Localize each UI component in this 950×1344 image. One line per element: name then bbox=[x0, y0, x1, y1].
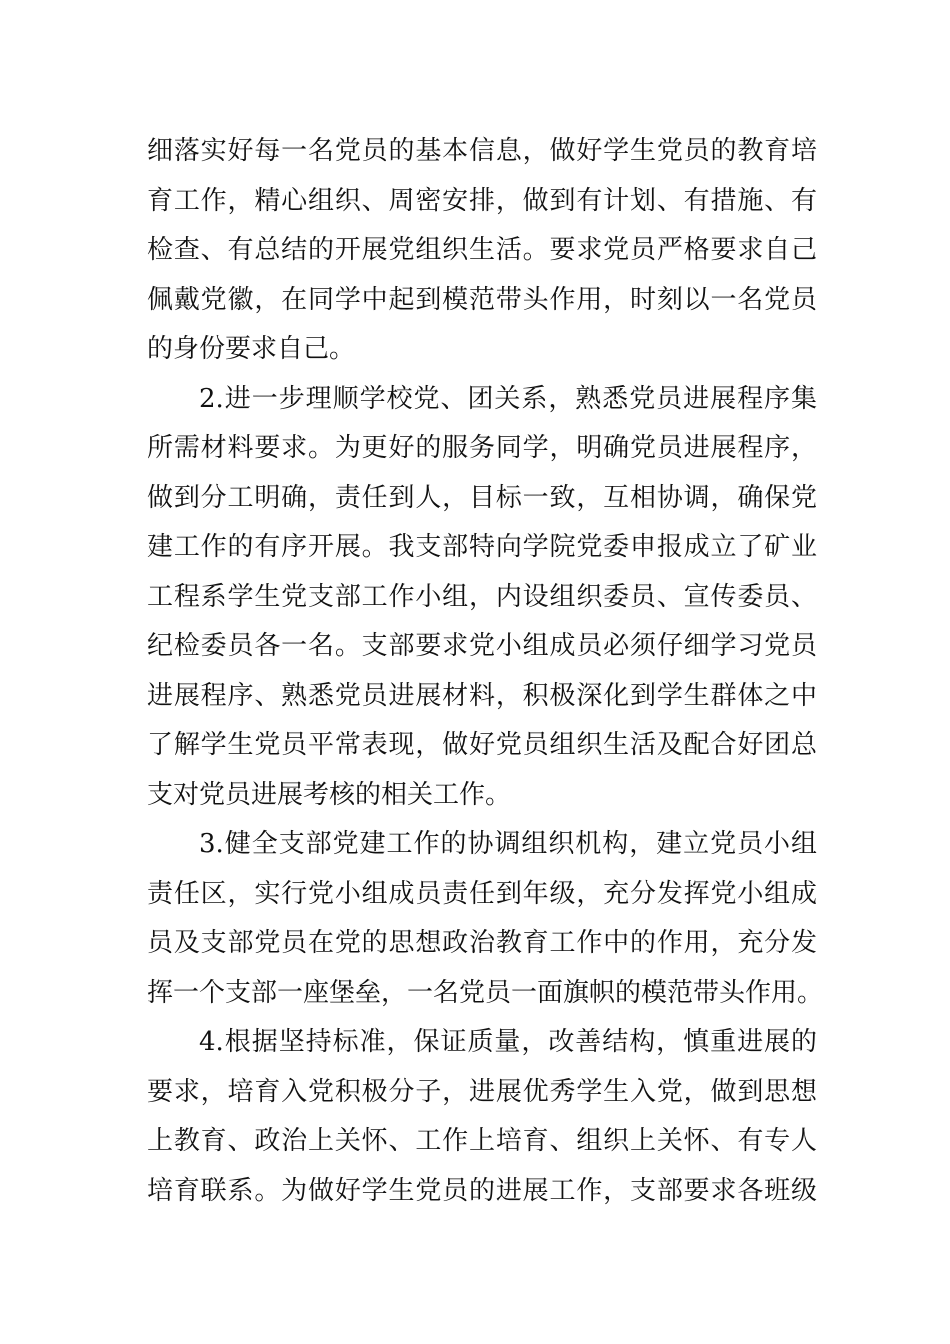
document-body bbox=[147, 127, 824, 1216]
text-line: 要求，培育入党积极分子，进展优秀学生入党，做到思想 bbox=[147, 1076, 817, 1107]
text-line: 所需材料要求。为更好的服务同学，明确党员进展程序， bbox=[147, 433, 817, 463]
text-line: 佩戴党徽，在同学中起到模范带头作用，时刻以一名党员 bbox=[147, 284, 817, 315]
text-line: 做到分工明确，责任到人，目标一致，互相协调，确保党 bbox=[147, 482, 817, 513]
paragraph-3-first-line: 3.健全支部党建工作的协调组织机构，建立党员小组 bbox=[199, 829, 817, 859]
text-line: 了解学生党员平常表现，做好党员组织生活及配合好团总 bbox=[147, 730, 817, 760]
text-line: 进展程序、熟悉党员进展材料，积极深化到学生群体之中 bbox=[147, 680, 817, 711]
text-line: 细落实好每一名党员的基本信息，做好学生党员的教育培 bbox=[147, 136, 817, 166]
text-line: 员及支部党员在党的思想政治教育工作中的作用，充分发 bbox=[147, 928, 817, 958]
text-line: 挥一个支部一座堡垒，一名党员一面旗帜的模范带头作用。 bbox=[147, 977, 824, 1008]
text-line: 培育联系。为做好学生党员的进展工作，支部要求各班级 bbox=[147, 1175, 817, 1206]
paragraph-2-first-line: 2.进一步理顺学校党、团关系，熟悉党员进展程序集 bbox=[199, 383, 817, 414]
text-line: 支对党员进展考核的相关工作。 bbox=[147, 779, 512, 810]
text-line: 上教育、政治上关怀、工作上培育、组织上关怀、有专人 bbox=[147, 1126, 817, 1156]
text-line: 纪检委员各一名。支部要求党小组成员必须仔细学习党员 bbox=[147, 631, 817, 661]
text-line: 检查、有总结的开展党组织生活。要求党员严格要求自己 bbox=[147, 235, 817, 265]
text-line: 工程系学生党支部工作小组，内设组织委员、宣传委员、 bbox=[147, 581, 817, 612]
text-line: 的身份要求自己。 bbox=[147, 334, 356, 364]
text-line: 责任区，实行党小组成员责任到年级，充分发挥党小组成 bbox=[147, 878, 817, 909]
paragraph-4-first-line: 4.根据坚持标准，保证质量，改善结构，慎重进展的 bbox=[199, 1027, 817, 1057]
text-line: 育工作，精心组织、周密安排，做到有计划、有措施、有 bbox=[147, 185, 817, 216]
text-line: 建工作的有序开展。我支部特向学院党委申报成立了矿业 bbox=[147, 532, 817, 562]
